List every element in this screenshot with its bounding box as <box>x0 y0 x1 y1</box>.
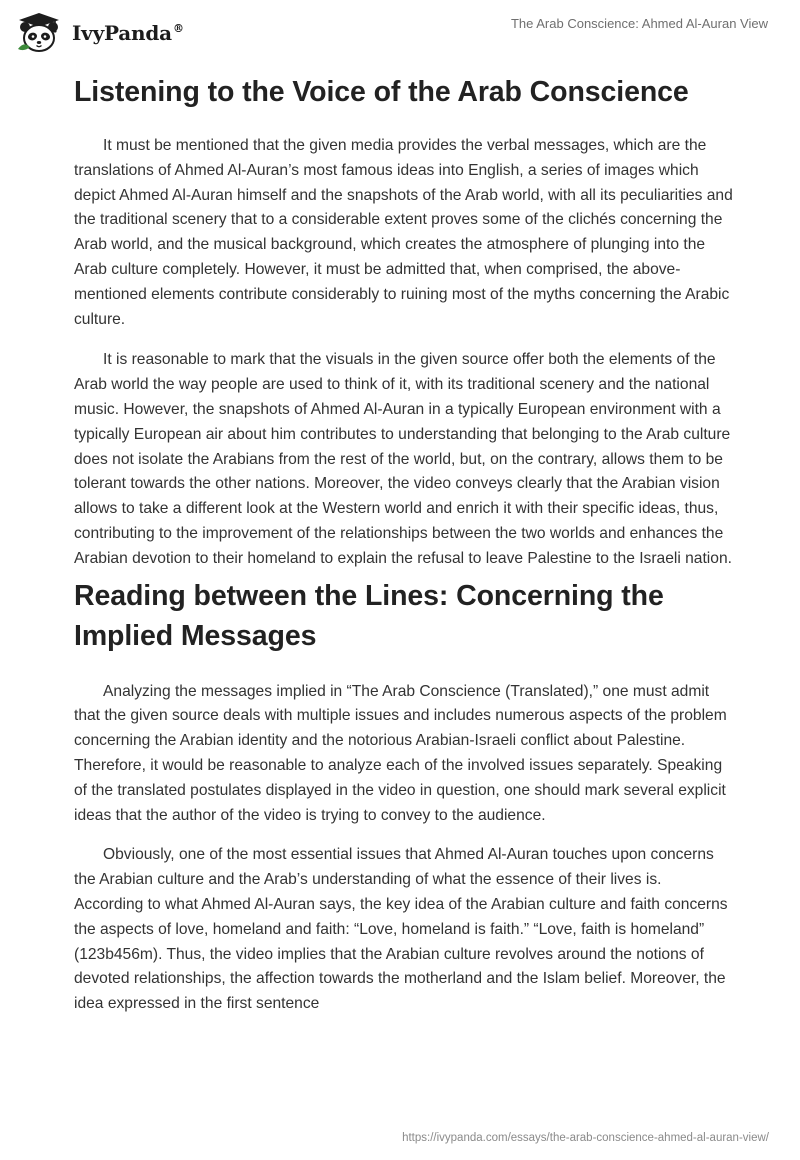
source-url-link[interactable]: https://ivypanda.com/essays/the-arab-conscience-ahmed-al-auran-view/ <box>402 1132 769 1144</box>
paragraph: Analyzing the messages implied in “The Arab Conscience (Translated),” one must admit that the given source deals with multiple issues and includes numerous aspects of the problem concerning the Arabian identity and the notorious Arabian-Israeli conflict about Palestine. Therefore, it would be reasonable to analyze each of the involved issues separately. Speaking of the translated postulates displayed in the video in question, one should mark several explicit ideas that the author of the video is trying to convey to the audience. <box>74 682 727 824</box>
section-heading: Reading between the Lines: Concerning the Implied Messages <box>74 579 664 652</box>
brand-logo[interactable] <box>14 11 184 55</box>
paragraph: It must be mentioned that the given media provides the verbal messages, which are the translations of Ahmed Al-Auran’s most famous ideas into English, a series of images which depict Ahmed Al-Auran himself and the snapshots of the Arab world, with all its peculiarities and the traditional scenery that to a considerable extent proves some of the clichés concerning the Arab world, and the musical background, which creates the atmosphere of plunging into the Arab culture completely. However, it must be admitted that, when comprised, the above-mentioned elements contribute considerably to ruining most of the myths concerning the Arabic culture. <box>74 137 733 328</box>
brand-name: IvyPanda® <box>72 21 184 45</box>
registered-mark: ® <box>172 22 184 36</box>
document-title: The Arab Conscience: Ahmed Al-Auran View <box>510 16 768 31</box>
panda-graduate-icon <box>14 11 64 55</box>
essay-content <box>74 72 734 1017</box>
paragraph: It is reasonable to mark that the visuals in the given source offer both the elements of the Arab world the way people are used to think of it, with its traditional scenery and the national music. However, the snapshots of Ahmed Al-Auran in a typically European environment with a typically European air about him contributes to understanding that belonging to the Arab culture does not isolate the Arabians from the rest of the world, but, on the contrary, allows them to be tolerant towards the other nations. Moreover, the video conveys clearly that the Arabian vision allows to take a different look at the Western world and enrich it with their specific ideas, thus, contributing to the improvement of the relationships between the two worlds and enhances the Arabian devotion to their homeland to explain the refusal to leave Palestine to the Israeli nation. <box>74 351 732 567</box>
paragraph: Obviously, one of the most essential issues that Ahmed Al-Auran touches upon concerns the Arabian culture and the Arab’s understanding of what the essence of their lives is. According to what Ahmed Al-Auran says, the key idea of the Arabian culture and faith concerns the aspects of love, homeland and faith: “Love, homeland is faith.” “Love, faith is homeland” (123b456m). Thus, the video implies that the Arabian culture revolves around the notions of devoted relationships, the affection towards the motherland and the Islam belief. Moreover, the idea expressed in the first sentence <box>74 846 728 1013</box>
page-header <box>0 0 800 64</box>
section-heading: Listening to the Voice of the Arab Conscience <box>74 76 689 108</box>
